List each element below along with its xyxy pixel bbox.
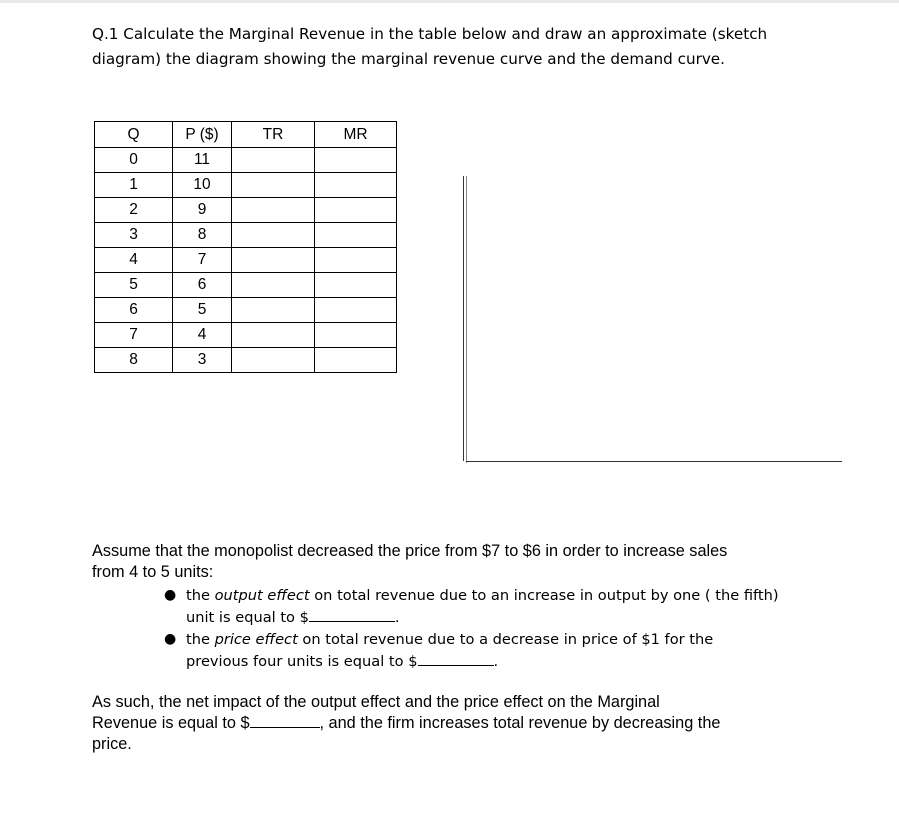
assumption-line-2: from 4 to 5 units: [92, 563, 214, 581]
net-impact-line-1: As such, the net impact of the output effect and the price effect on the Marginal [92, 693, 660, 711]
cell-mr[interactable] [315, 323, 397, 348]
cell-tr[interactable] [232, 173, 315, 198]
price-effect-line-1: the price effect on total revenue due to a decrease in price of $1 for the [186, 631, 714, 648]
cell-price: 11 [173, 148, 232, 173]
cell-tr[interactable] [232, 348, 315, 373]
price-effect-term: price effect [214, 631, 298, 648]
output-effect-blank[interactable] [309, 607, 395, 622]
question-line-2: diagram) the diagram showing the marginal revenue curve and the demand curve. [92, 50, 725, 68]
cell-price: 4 [173, 323, 232, 348]
question-line-1: Q.1 Calculate the Marginal Revenue in the table below and draw an approximate (sketch [92, 25, 768, 43]
cell-price: 9 [173, 198, 232, 223]
cell-mr[interactable] [315, 273, 397, 298]
price-effect-blank[interactable] [418, 651, 494, 666]
cell-mr[interactable] [315, 348, 397, 373]
net-impact-text [92, 692, 822, 755]
page-top-edge [0, 0, 899, 3]
cell-mr[interactable] [315, 198, 397, 223]
cell-tr[interactable] [232, 248, 315, 273]
effects-list [164, 585, 826, 672]
sketch-y-axis [463, 176, 464, 461]
cell-q: 0 [95, 148, 173, 173]
list-item-output-effect [164, 585, 826, 628]
cell-q: 6 [95, 298, 173, 323]
cell-price: 3 [173, 348, 232, 373]
output-effect-line-2: unit is equal to $ . [186, 608, 400, 626]
cell-price: 7 [173, 248, 232, 273]
sketch-y-axis-inner [466, 176, 467, 463]
table-row [95, 223, 397, 248]
revenue-table [94, 121, 397, 373]
table-row [95, 323, 397, 348]
table-row [95, 198, 397, 223]
cell-q: 7 [95, 323, 173, 348]
cell-tr[interactable] [232, 298, 315, 323]
output-effect-line-1: the output effect on total revenue due to an increase in output by one ( the fifth) [186, 587, 779, 604]
bullet-icon: ● [164, 587, 177, 603]
question-text [92, 22, 812, 72]
header-tr: TR [232, 122, 315, 148]
table-row [95, 298, 397, 323]
cell-price: 8 [173, 223, 232, 248]
header-q: Q [95, 122, 173, 148]
table-header-row [95, 122, 397, 148]
table-row [95, 248, 397, 273]
net-impact-line-2: Revenue is equal to $ , and the firm increases total revenue by decreasing the [92, 714, 721, 732]
cell-mr[interactable] [315, 298, 397, 323]
cell-q: 8 [95, 348, 173, 373]
sketch-x-axis [466, 461, 842, 462]
price-effect-line-2: previous four units is equal to $ . [186, 652, 499, 670]
assumption-text [92, 541, 832, 583]
cell-q: 5 [95, 273, 173, 298]
bullet-icon: ● [164, 631, 177, 647]
table-row [95, 273, 397, 298]
table-row [95, 148, 397, 173]
header-mr: MR [315, 122, 397, 148]
cell-price: 6 [173, 273, 232, 298]
cell-price: 10 [173, 173, 232, 198]
cell-tr[interactable] [232, 223, 315, 248]
cell-tr[interactable] [232, 198, 315, 223]
cell-q: 1 [95, 173, 173, 198]
net-impact-line-3: price. [92, 735, 132, 753]
cell-q: 4 [95, 248, 173, 273]
net-impact-blank[interactable] [250, 713, 320, 728]
header-price: P ($) [173, 122, 232, 148]
cell-mr[interactable] [315, 248, 397, 273]
assumption-line-1: Assume that the monopolist decreased the price from $7 to $6 in order to increase sales [92, 542, 728, 560]
cell-price: 5 [173, 298, 232, 323]
cell-tr[interactable] [232, 273, 315, 298]
cell-q: 3 [95, 223, 173, 248]
output-effect-term: output effect [214, 587, 310, 604]
table-row [95, 173, 397, 198]
cell-mr[interactable] [315, 173, 397, 198]
cell-tr[interactable] [232, 148, 315, 173]
table-row [95, 348, 397, 373]
cell-tr[interactable] [232, 323, 315, 348]
cell-q: 2 [95, 198, 173, 223]
list-item-price-effect [164, 629, 826, 672]
cell-mr[interactable] [315, 223, 397, 248]
cell-mr[interactable] [315, 148, 397, 173]
